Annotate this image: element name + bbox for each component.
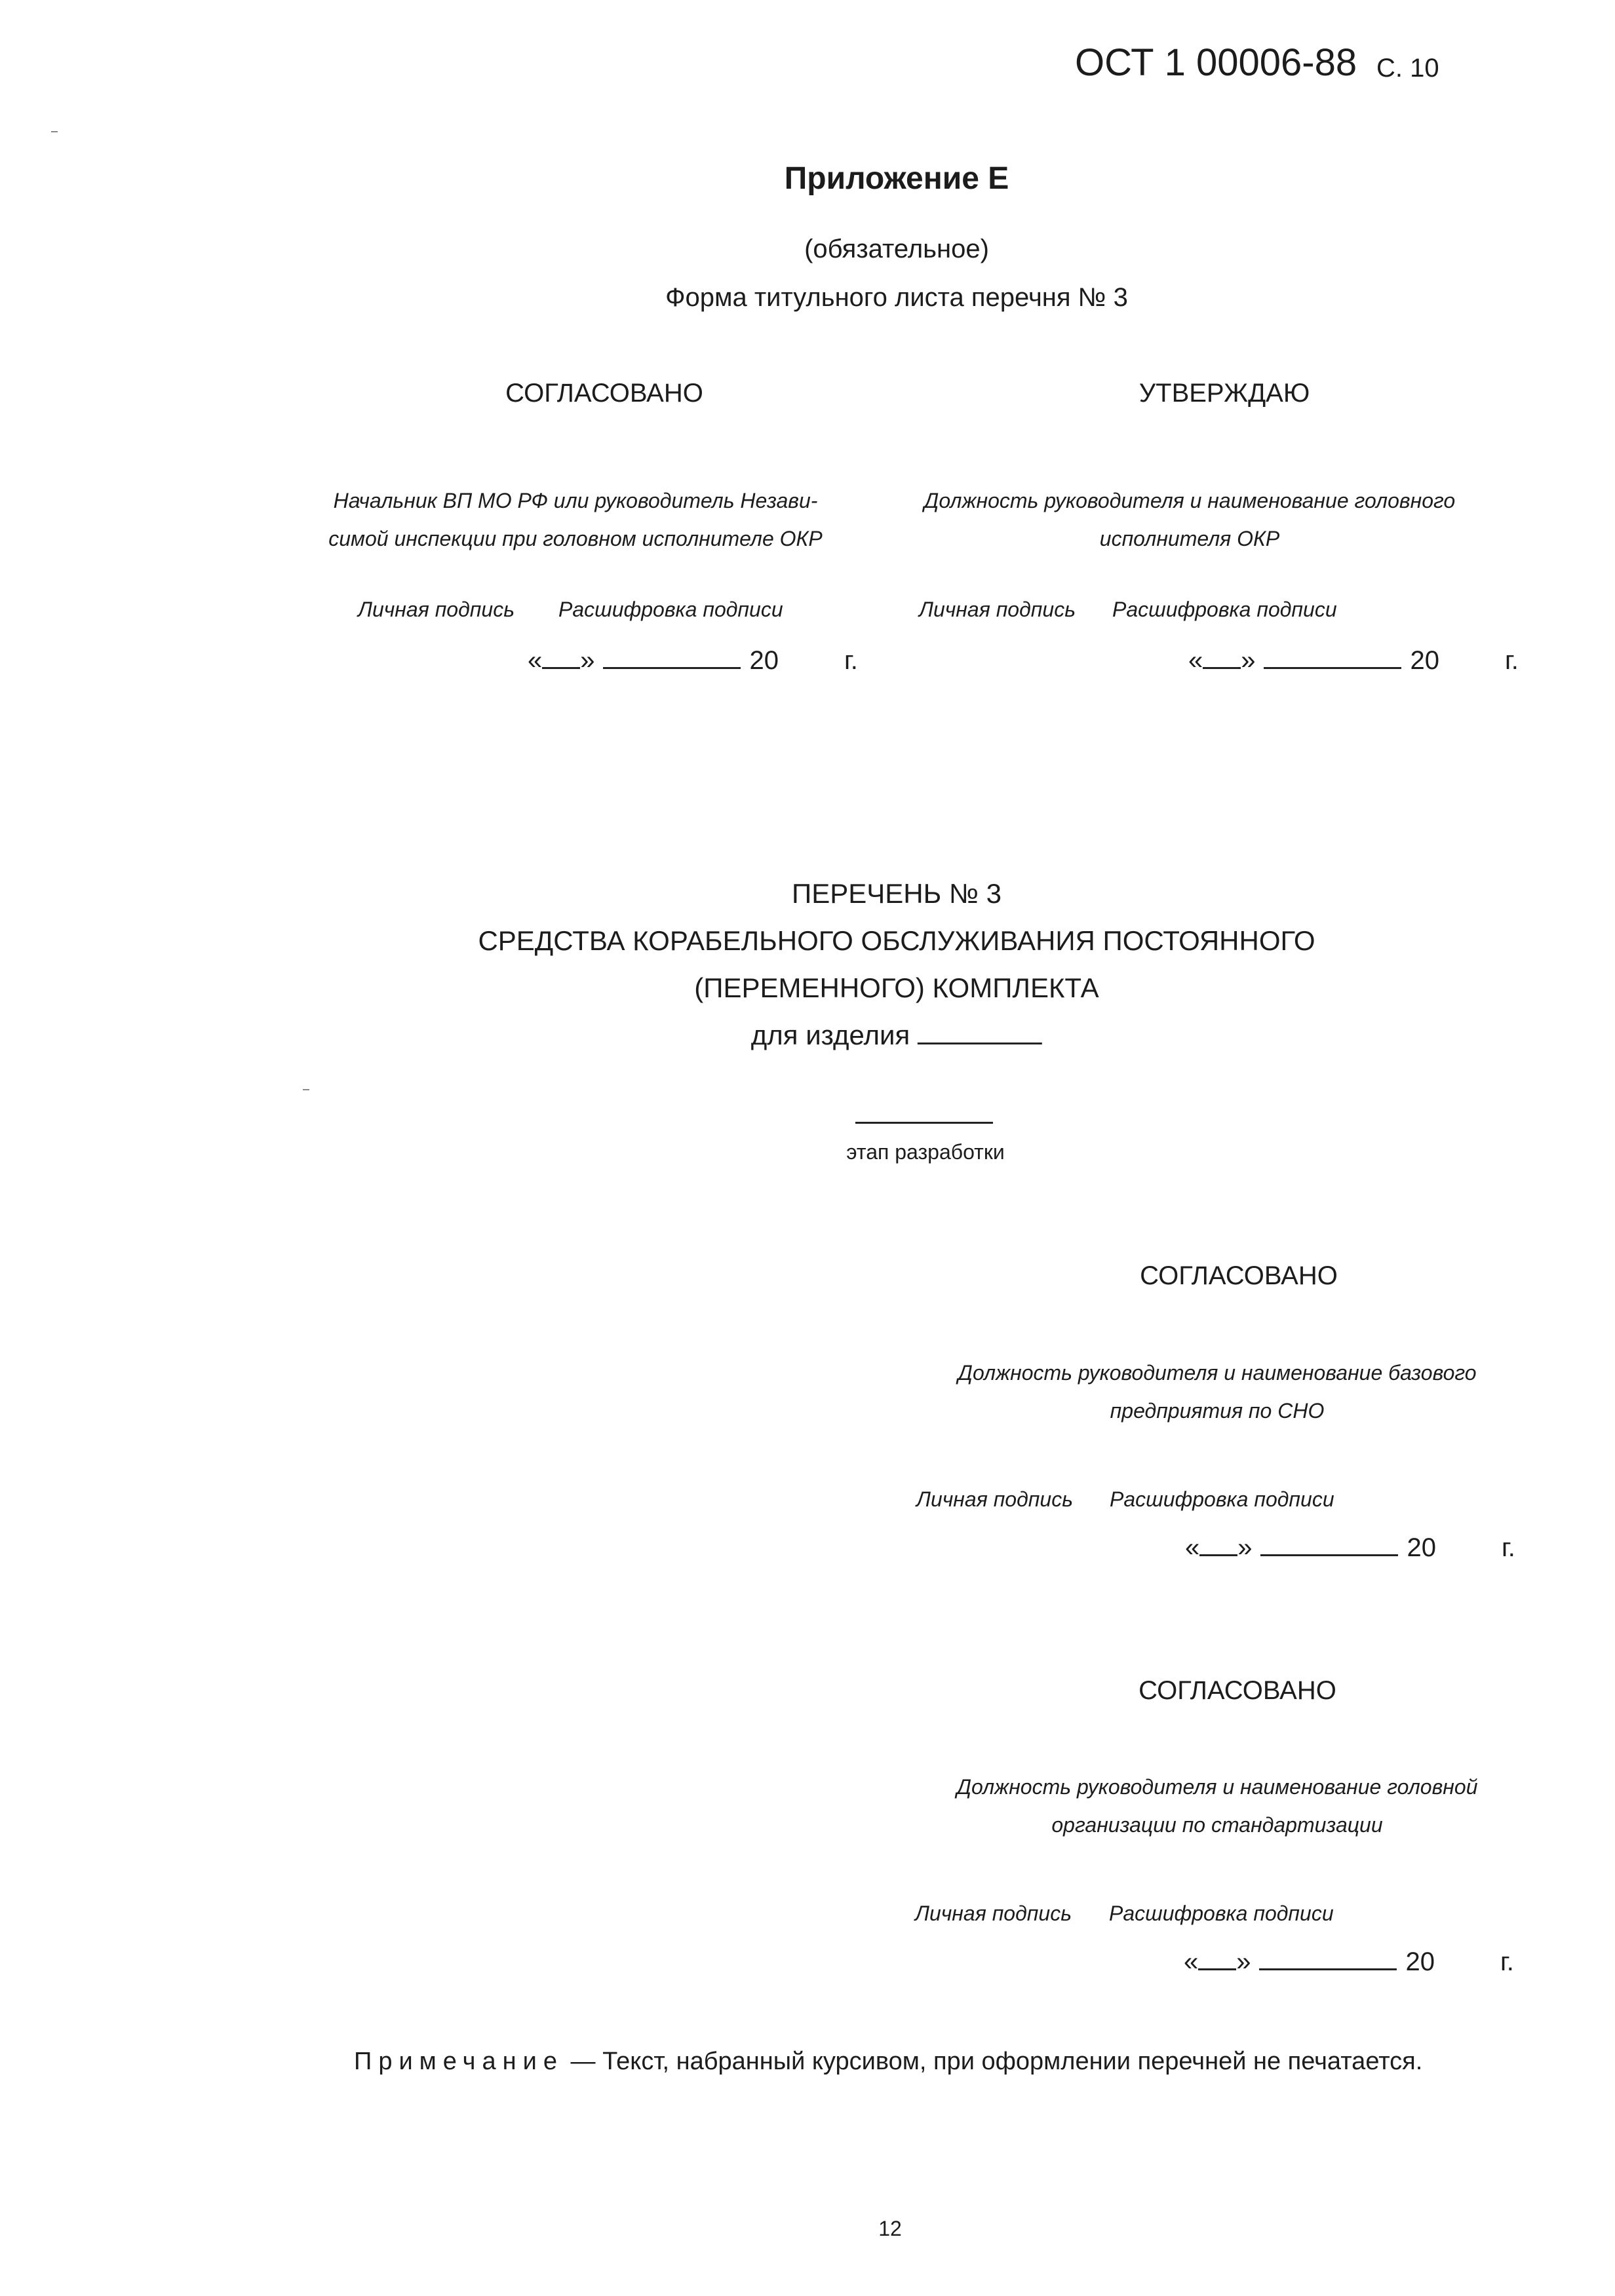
signature-label: Личная подпись [919, 598, 1076, 621]
list-number-heading: ПЕРЕЧЕНЬ № 3 [792, 878, 1002, 909]
year-suffix: г. [1502, 1533, 1515, 1562]
scan-speck [51, 131, 58, 132]
signature-label: Личная подпись [358, 598, 515, 621]
scan-speck [303, 1089, 309, 1090]
list-title-line-2: (ПЕРЕМЕННОГО) КОМПЛЕКТА [694, 972, 1099, 1003]
year-suffix: г. [1500, 1947, 1514, 1976]
date-close-quote: » [1236, 1947, 1251, 1976]
date-open-quote: « [1188, 646, 1203, 675]
page-number: 12 [878, 2217, 902, 2240]
day-blank [542, 647, 580, 669]
signature-decoding-label: Расшифровка подписи [1109, 1902, 1334, 1925]
position-line-2: предприятия по СНО [1110, 1399, 1325, 1423]
agreed-heading: СОГЛАСОВАНО [505, 379, 703, 408]
day-blank [1198, 1949, 1236, 1970]
date-century: 20 [1405, 1947, 1435, 1976]
stage-blank-line [855, 1122, 993, 1124]
position-line-1: Должность руководителя и наименование головной [956, 1775, 1478, 1799]
year-suffix: г. [1505, 646, 1519, 675]
month-blank [1260, 1535, 1398, 1556]
agreed-heading: СОГЛАСОВАНО [1140, 1261, 1338, 1290]
day-blank [1203, 647, 1241, 669]
form-title: Форма титульного листа перечня № 3 [665, 283, 1128, 312]
date-century: 20 [1407, 1533, 1436, 1562]
date-close-quote: » [580, 646, 595, 675]
year-suffix: г. [844, 646, 858, 675]
month-blank [1259, 1949, 1397, 1970]
approve-heading: УТВЕРЖДАЮ [1138, 379, 1310, 408]
date-open-quote: « [1184, 1947, 1199, 1976]
note-text: — Текст, набранный курсивом, при оформлении перечней не печатается. [563, 2048, 1423, 2075]
footnote [354, 2048, 1422, 2076]
date-open-quote: « [1185, 1533, 1200, 1562]
date-field [1188, 646, 1519, 676]
position-line-1: Должность руководителя и наименование головного [924, 489, 1456, 512]
month-blank [603, 647, 741, 669]
note-label: Примечание [354, 2048, 564, 2075]
position-line-1: Должность руководителя и наименование базового [958, 1361, 1477, 1385]
day-blank [1199, 1535, 1237, 1556]
date-field [1184, 1947, 1514, 1977]
list-title-line-3 [751, 1020, 1042, 1051]
signature-label: Личная подпись [916, 1487, 1074, 1511]
document-code: ОСТ 1 00006-88 [1075, 41, 1357, 84]
date-open-quote: « [528, 646, 543, 675]
signature-label: Личная подпись [915, 1902, 1072, 1925]
stage-label: этап разработки [846, 1140, 1005, 1164]
position-line-2: организации по стандартизации [1051, 1813, 1383, 1837]
position-line-1: Начальник ВП МО РФ или руководитель Незави- [333, 489, 818, 512]
date-century: 20 [749, 646, 779, 675]
date-field [528, 646, 858, 676]
position-line-2: исполнителя ОКР [1099, 527, 1280, 550]
date-field [1185, 1533, 1515, 1563]
page-label: С. 10 [1376, 54, 1439, 83]
appendix-title: Приложение Е [784, 161, 1009, 196]
product-blank [918, 1020, 1042, 1044]
date-close-quote: » [1237, 1533, 1253, 1562]
date-close-quote: » [1241, 646, 1256, 675]
for-product-label: для изделия [750, 1020, 910, 1050]
agreed-heading: СОГЛАСОВАНО [1138, 1676, 1336, 1705]
position-line-2: симой инспекции при головном исполнителе ОКР [328, 527, 823, 550]
list-title-line-1: СРЕДСТВА КОРАБЕЛЬНОГО ОБСЛУЖИВАНИЯ ПОСТОЯННОГО [478, 925, 1315, 956]
appendix-mandatory-label: (обязательное) [804, 235, 989, 263]
month-blank [1264, 647, 1401, 669]
date-century: 20 [1410, 646, 1439, 675]
signature-decoding-label: Расшифровка подписи [1110, 1487, 1334, 1511]
signature-decoding-label: Расшифровка подписи [1112, 598, 1337, 621]
signature-decoding-label: Расшифровка подписи [558, 598, 783, 621]
